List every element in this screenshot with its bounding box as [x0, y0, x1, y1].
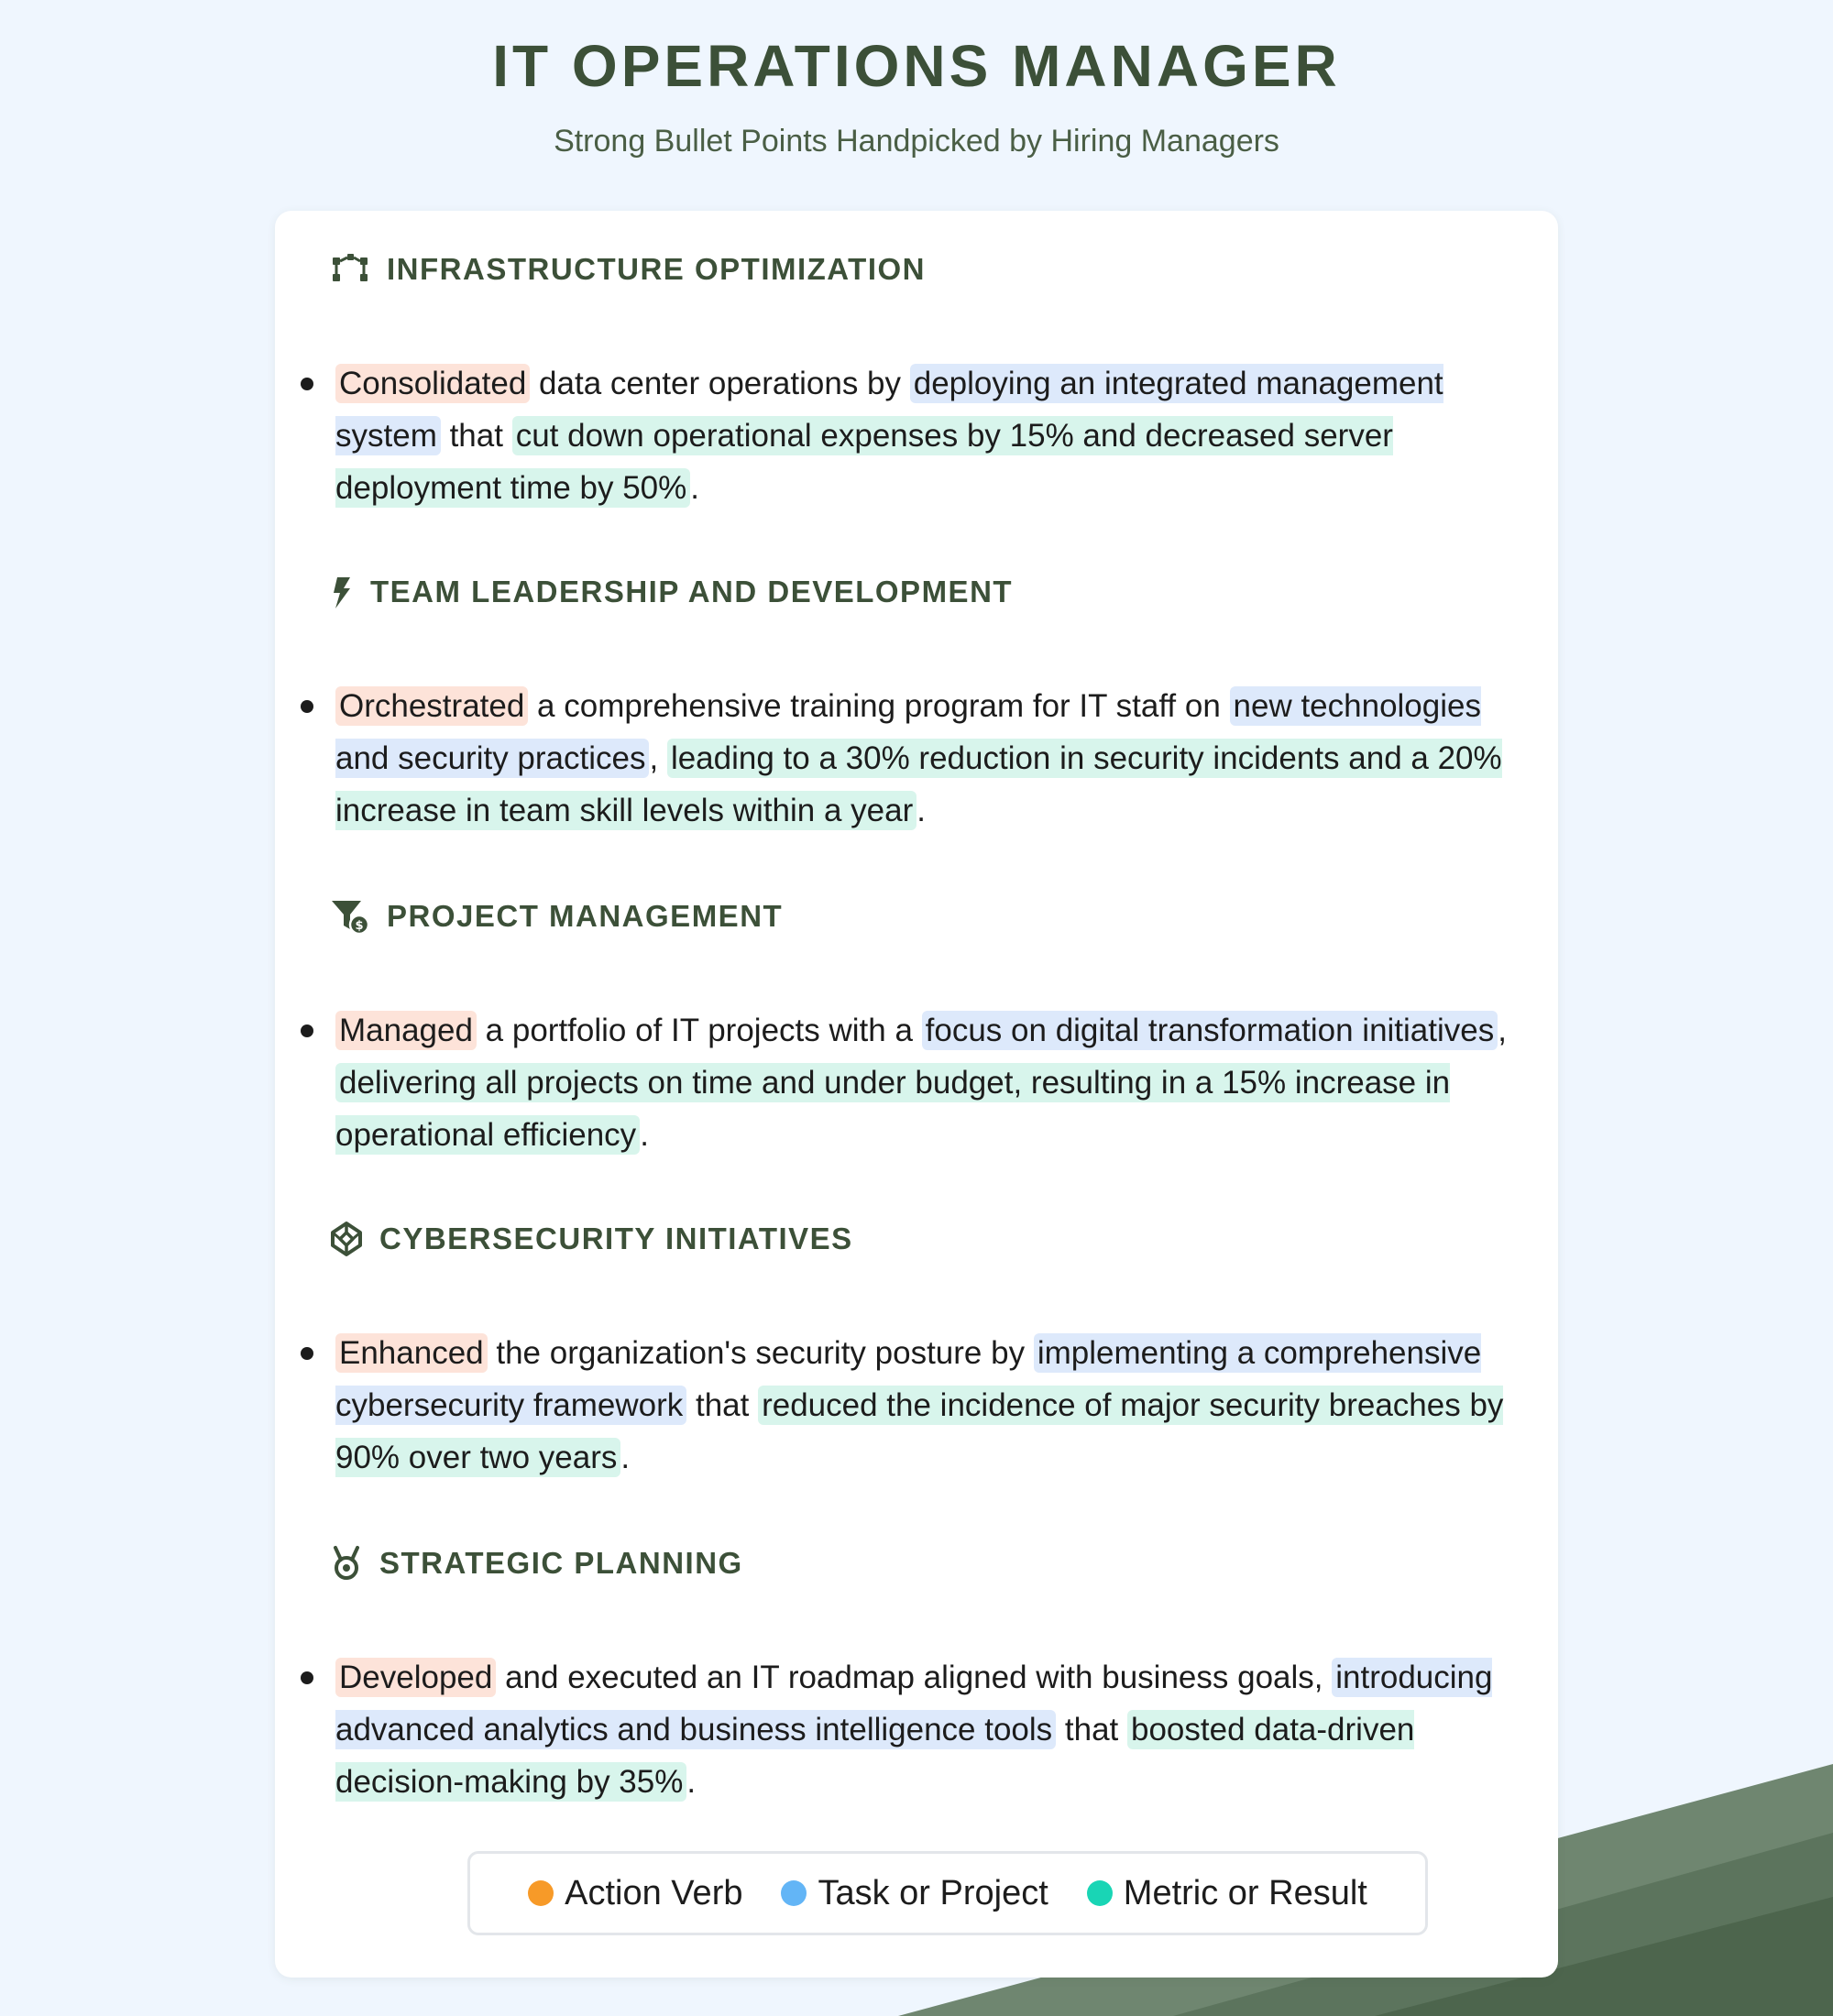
- section-header: [330, 1543, 1521, 1583]
- task-or-project: deploying an integrated management system: [335, 366, 1443, 454]
- section-title: CYBERSECURITY INITIATIVES: [379, 1222, 853, 1255]
- bullet-point: [330, 357, 1518, 514]
- section-infrastructure-optimization: [330, 249, 1521, 514]
- task-or-project: implementing a comprehensive cybersecurity framework: [335, 1335, 1482, 1423]
- action-verb: Managed: [335, 1011, 477, 1050]
- funnel-dollar-icon: [330, 896, 370, 937]
- bullet-point: [330, 1004, 1518, 1161]
- section-header: [330, 249, 1521, 290]
- section-header: [330, 896, 1521, 937]
- blue-dot-icon: [781, 1880, 807, 1906]
- bullet-dot: [301, 378, 313, 390]
- action-verb: Enhanced: [335, 1333, 488, 1373]
- bullet-text: ,: [1498, 1013, 1507, 1048]
- orange-dot-icon: [528, 1880, 554, 1906]
- section-title: STRATEGIC PLANNING: [379, 1546, 743, 1580]
- bullet-text: data center operations by: [530, 366, 910, 401]
- section-strategic-planning: [330, 1543, 1521, 1808]
- medal-icon: [330, 1543, 363, 1583]
- metric-or-result: delivering all projects on time and under budget, resulting in a 15% increase in operational efficiency: [335, 1065, 1451, 1153]
- legend-label: Action Verb: [565, 1873, 743, 1912]
- bullet-text: .: [620, 1440, 631, 1475]
- teal-dot-icon: [1087, 1880, 1113, 1906]
- codepen-cube-icon: [330, 1219, 363, 1259]
- section-header: [330, 572, 1521, 612]
- legend-item-metric-or-result: [1087, 1874, 1367, 1913]
- section-title: TEAM LEADERSHIP AND DEVELOPMENT: [370, 575, 1014, 608]
- task-or-project: new technologies and security practices: [335, 688, 1481, 776]
- action-verb: Orchestrated: [335, 686, 528, 726]
- metric-or-result: reduced the incidence of major security breaches by 90% over two years: [335, 1387, 1504, 1475]
- bullet-text: ,: [649, 740, 667, 776]
- bullet-text: that: [686, 1387, 759, 1423]
- bullet-point: [330, 680, 1518, 837]
- lightning-bolt-icon: [330, 572, 354, 612]
- bullet-dot: [301, 1347, 313, 1360]
- bullet-text: a portfolio of IT projects with a: [476, 1013, 922, 1048]
- bullet-text: that: [1056, 1712, 1127, 1748]
- bullet-text: .: [686, 1764, 697, 1800]
- section-title: PROJECT MANAGEMENT: [387, 899, 784, 933]
- bullet-point: [330, 1327, 1518, 1484]
- svg-text:$: $: [355, 919, 364, 933]
- bullet-text: .: [690, 470, 699, 506]
- bullet-point: [330, 1651, 1518, 1808]
- legend-item-action-verb: [528, 1874, 742, 1913]
- section-header: [330, 1219, 1521, 1259]
- legend-label: Metric or Result: [1123, 1873, 1367, 1912]
- metric-or-result: boosted data-driven decision-making by 35%: [335, 1712, 1415, 1800]
- section-project-management: [330, 896, 1521, 1161]
- action-verb: Developed: [335, 1658, 496, 1697]
- section-cybersecurity-initiatives: [330, 1219, 1521, 1484]
- legend-label: Task or Project: [818, 1873, 1048, 1912]
- bullet-text: .: [640, 1117, 649, 1153]
- metric-or-result: leading to a 30% reduction in security incidents and a 20% increase in team skill levels within a year: [335, 740, 1502, 828]
- bullet-text: the organization's security posture by: [487, 1335, 1034, 1371]
- bullet-dot: [301, 1671, 313, 1684]
- section-team-leadership: [330, 572, 1521, 837]
- task-or-project: focus on digital transformation initiatives: [922, 1011, 1498, 1050]
- highlight-legend: [467, 1851, 1428, 1935]
- bullet-text: and executed an IT roadmap aligned with business goals,: [496, 1660, 1333, 1695]
- bullet-text: that: [440, 418, 512, 454]
- legend-item-task-or-project: [781, 1874, 1048, 1913]
- page-title: IT OPERATIONS MANAGER: [492, 33, 1341, 99]
- page-header: [0, 27, 1833, 159]
- task-or-project: introducing advanced analytics and business intelligence tools: [335, 1660, 1493, 1748]
- bullet-dot: [301, 1024, 313, 1037]
- action-verb: Consolidated: [335, 364, 530, 403]
- bullet-text: a comprehensive training program for IT staff on: [528, 688, 1230, 724]
- page-subtitle: Strong Bullet Points Handpicked by Hiring Managers: [554, 124, 1279, 159]
- metric-or-result: cut down operational expenses by 15% and decreased server deployment time by 50%: [335, 418, 1393, 506]
- bullet-text: .: [916, 793, 926, 828]
- bullet-dot: [301, 700, 313, 713]
- section-title: INFRASTRUCTURE OPTIMIZATION: [387, 252, 927, 286]
- network-nodes-icon: [330, 249, 370, 290]
- bullet-points-card: [275, 211, 1558, 1978]
